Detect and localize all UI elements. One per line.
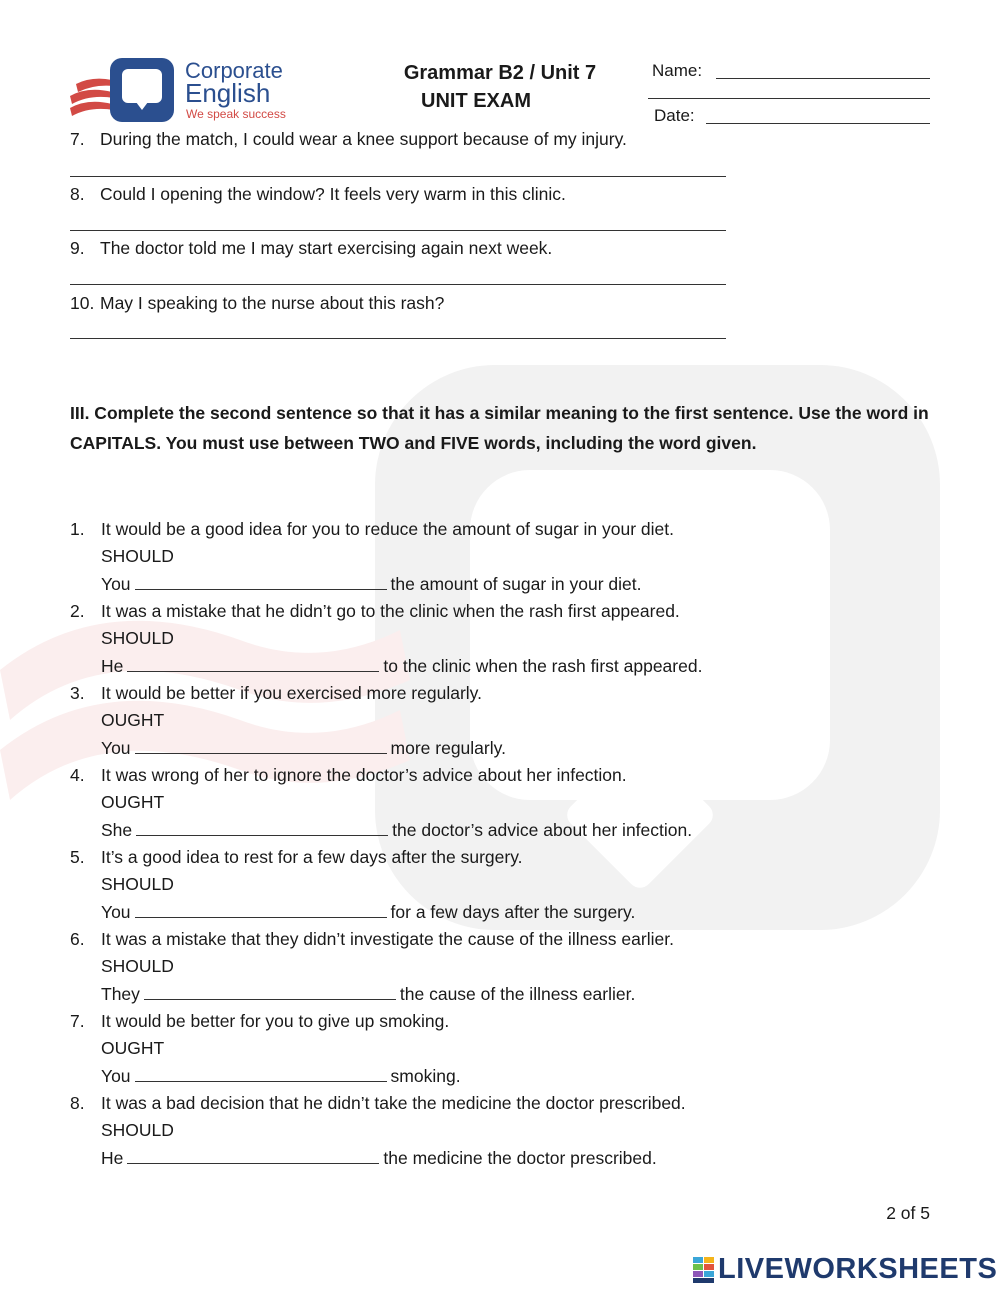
logo-text-english: English <box>185 78 271 108</box>
item-answer-row <box>101 902 635 923</box>
item-sentence: It was a mistake that he didn’t go to the clinic when the rash first appeared. <box>101 601 680 621</box>
date-field[interactable] <box>706 123 930 124</box>
answer-end: the cause of the illness earlier. <box>399 984 636 1004</box>
logo-tagline: We speak success <box>186 107 286 121</box>
answer-blank[interactable] <box>135 739 387 754</box>
list-item <box>70 293 444 314</box>
item-number: 9. <box>70 238 85 258</box>
exam-subtitle: UNIT EXAM <box>421 90 531 112</box>
item-keyword: SHOULD <box>101 628 174 648</box>
answer-blank[interactable] <box>127 657 379 672</box>
list-item <box>70 129 627 150</box>
answer-blank[interactable] <box>135 903 387 918</box>
item-keyword: OUGHT <box>101 1038 165 1058</box>
list-item <box>70 238 552 259</box>
item-keyword: SHOULD <box>101 546 174 566</box>
item-number: 7. <box>70 1011 85 1031</box>
answer-line[interactable] <box>70 176 726 177</box>
answer-start: You <box>101 574 131 594</box>
item-sentence: It was a mistake that they didn’t investigate the cause of the illness earlier. <box>101 929 674 949</box>
item-number: 8. <box>70 184 85 204</box>
item-number: 5. <box>70 847 85 867</box>
answer-start: He <box>101 1148 124 1168</box>
item-answer-row <box>101 984 635 1005</box>
item-sentence: It would be better for you to give up smoking. <box>101 1011 450 1031</box>
item-number: 2. <box>70 601 85 621</box>
item-number: 7. <box>70 129 85 149</box>
item-sentence: It would be a good idea for you to reduce the amount of sugar in your diet. <box>101 519 675 539</box>
date-label: Date: <box>654 106 695 125</box>
item-number: 10. <box>70 293 95 313</box>
answer-start: She <box>101 820 133 840</box>
item-answer-row <box>101 1148 657 1169</box>
answer-blank[interactable] <box>144 985 396 1000</box>
answer-line[interactable] <box>70 284 726 285</box>
item-answer-row <box>101 574 642 595</box>
item-keyword: OUGHT <box>101 710 165 730</box>
section-instruction: III. Complete the second sentence so that it has a similar meaning to the first sentence. Use the word in CAPITALS. You must use between TWO and FIVE words, including the word given. <box>70 403 929 453</box>
item-sentence: Could I opening the window? It feels very warm in this clinic. <box>100 184 566 204</box>
item-keyword: OUGHT <box>101 792 165 812</box>
item-sentence: It would be better if you exercised more regularly. <box>101 683 482 703</box>
page-number: 2 of 5 <box>886 1203 930 1223</box>
item-keyword: SHOULD <box>101 956 174 976</box>
item-answer-row <box>101 738 506 759</box>
answer-start: They <box>101 984 140 1004</box>
answer-blank[interactable] <box>136 821 388 836</box>
item-keyword: SHOULD <box>101 874 174 894</box>
item-sentence: May I speaking to the nurse about this rash? <box>100 293 445 313</box>
item-number: 6. <box>70 929 85 949</box>
item-sentence: It was wrong of her to ignore the doctor’s advice about her infection. <box>101 765 627 785</box>
answer-blank[interactable] <box>135 1067 387 1082</box>
answer-start: You <box>101 1066 131 1086</box>
answer-blank[interactable] <box>135 575 387 590</box>
item-number: 4. <box>70 765 85 785</box>
name-field-extra-line[interactable] <box>648 98 930 99</box>
item-sentence: During the match, I could wear a knee support because of my injury. <box>100 129 627 149</box>
item-sentence: The doctor told me I may start exercising again next week. <box>100 238 553 258</box>
answer-end: more regularly. <box>390 738 506 758</box>
item-number: 3. <box>70 683 85 703</box>
item-sentence: It was a bad decision that he didn’t take the medicine the doctor prescribed. <box>101 1093 686 1113</box>
logo-text-corporate: Corporate <box>185 58 283 83</box>
item-answer-row <box>101 820 692 841</box>
answer-end: smoking. <box>390 1066 461 1086</box>
liveworksheets-brand[interactable]: LIVEWORKSHEETS <box>718 1253 998 1285</box>
name-field[interactable] <box>716 78 930 79</box>
answer-end: to the clinic when the rash first appeared. <box>383 656 703 676</box>
answer-end: for a few days after the surgery. <box>390 902 636 922</box>
name-label: Name: <box>652 61 703 80</box>
liveworksheets-icon <box>693 1255 715 1285</box>
answer-start: You <box>101 738 131 758</box>
list-item <box>70 184 566 205</box>
item-keyword: SHOULD <box>101 1120 174 1140</box>
item-sentence: It’s a good idea to rest for a few days after the surgery. <box>101 847 523 867</box>
item-answer-row <box>101 656 702 677</box>
answer-line[interactable] <box>70 230 726 231</box>
answer-start: He <box>101 656 124 676</box>
answer-line[interactable] <box>70 338 726 339</box>
answer-start: You <box>101 902 131 922</box>
answer-blank[interactable] <box>127 1149 379 1164</box>
answer-end: the amount of sugar in your diet. <box>390 574 642 594</box>
item-number: 8. <box>70 1093 85 1113</box>
item-number: 1. <box>70 519 85 539</box>
exam-title: Grammar B2 / Unit 7 <box>403 62 597 84</box>
item-answer-row <box>101 1066 461 1087</box>
answer-end: the medicine the doctor prescribed. <box>383 1148 657 1168</box>
answer-end: the doctor’s advice about her infection. <box>392 820 693 840</box>
